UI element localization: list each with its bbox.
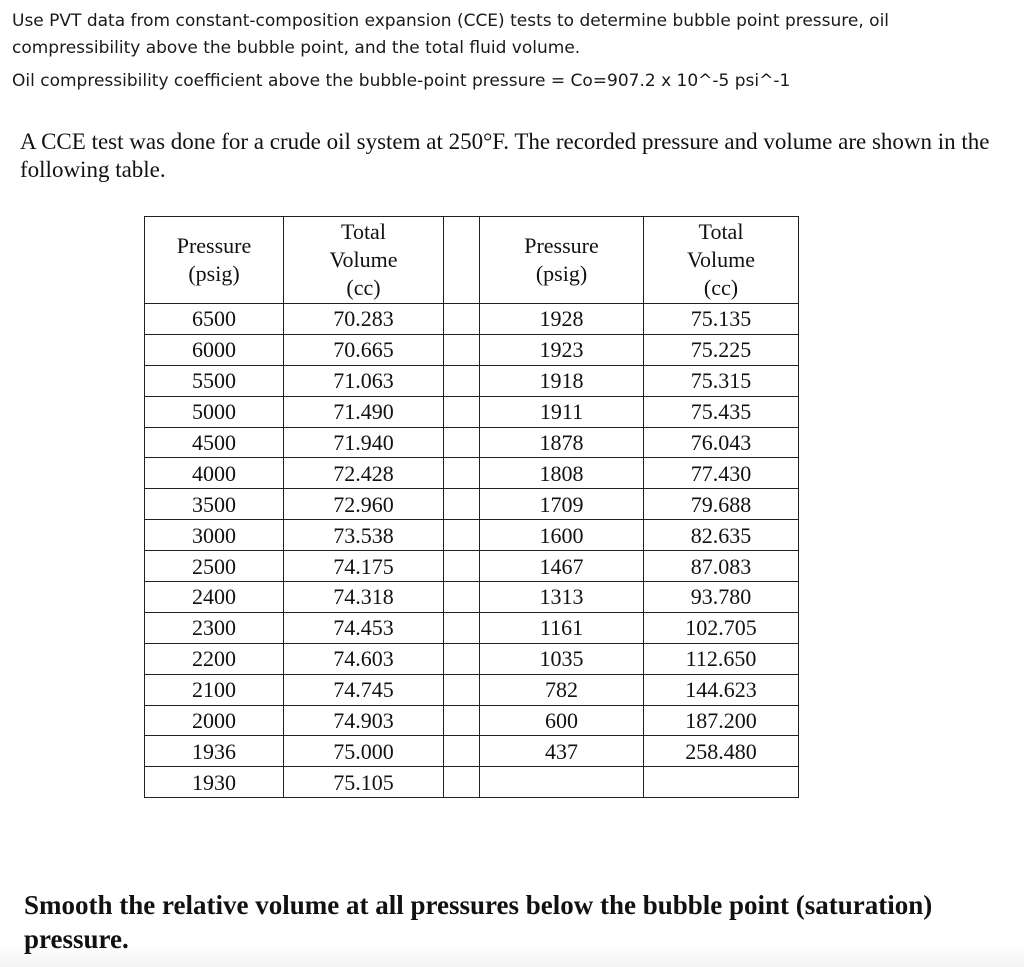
spacer-cell bbox=[444, 705, 480, 736]
volume-cell: 87.083 bbox=[644, 551, 799, 582]
volume-cell: 74.318 bbox=[284, 582, 444, 613]
pressure-cell: 1918 bbox=[480, 365, 644, 396]
volume-cell: 76.043 bbox=[644, 427, 799, 458]
problem-text: A CCE test was done for a crude oil system at 250°F. The recorded pressure and volume are shown in the following table. bbox=[20, 129, 990, 182]
intro-line-2: Oil compressibility coefficient above the bubble-point pressure = Co=907.2 x 10^-5 psi^-1 bbox=[12, 71, 791, 91]
problem-statement bbox=[20, 128, 1000, 184]
volume-cell: 73.538 bbox=[284, 520, 444, 551]
header-pressure-unit: (psig) bbox=[188, 261, 240, 286]
spacer-cell bbox=[444, 427, 480, 458]
pressure-cell: 5500 bbox=[145, 365, 284, 396]
spacer-cell bbox=[444, 334, 480, 365]
pressure-cell: 1923 bbox=[480, 334, 644, 365]
pressure-cell: 600 bbox=[480, 705, 644, 736]
volume-cell: 102.705 bbox=[644, 612, 799, 643]
pressure-cell: 1161 bbox=[480, 612, 644, 643]
volume-cell: 75.135 bbox=[644, 304, 799, 335]
volume-cell: 74.453 bbox=[284, 612, 444, 643]
spacer-cell bbox=[444, 458, 480, 489]
pressure-cell bbox=[480, 767, 644, 798]
volume-cell: 75.435 bbox=[644, 396, 799, 427]
volume-cell: 72.960 bbox=[284, 489, 444, 520]
pressure-cell: 2200 bbox=[145, 643, 284, 674]
intro-section bbox=[12, 8, 1002, 95]
spacer-cell bbox=[444, 365, 480, 396]
pressure-cell: 1928 bbox=[480, 304, 644, 335]
volume-cell: 112.650 bbox=[644, 643, 799, 674]
volume-cell: 70.665 bbox=[284, 334, 444, 365]
header-volume-label-1: Total bbox=[698, 219, 744, 244]
pressure-cell: 1936 bbox=[145, 736, 284, 767]
volume-cell: 77.430 bbox=[644, 458, 799, 489]
header-volume-label-2: Volume bbox=[329, 247, 398, 272]
table-row bbox=[145, 736, 799, 767]
intro-line-1: Use PVT data from constant-composition expansion (CCE) tests to determine bubble point pressure, oil compressibility above the bubble point, and the total fluid volume. bbox=[12, 11, 890, 58]
table-header-row bbox=[145, 217, 799, 304]
pressure-cell: 2100 bbox=[145, 674, 284, 705]
volume-cell: 75.225 bbox=[644, 334, 799, 365]
table-row bbox=[145, 551, 799, 582]
pressure-cell: 6500 bbox=[145, 304, 284, 335]
pressure-cell: 2500 bbox=[145, 551, 284, 582]
spacer-cell bbox=[444, 520, 480, 551]
pressure-cell: 2400 bbox=[145, 582, 284, 613]
table-row bbox=[145, 643, 799, 674]
pressure-cell: 1600 bbox=[480, 520, 644, 551]
table-row bbox=[145, 334, 799, 365]
spacer-cell bbox=[444, 396, 480, 427]
table-row bbox=[145, 674, 799, 705]
header-pressure-label: Pressure bbox=[176, 233, 252, 258]
table-row bbox=[145, 582, 799, 613]
footer-section bbox=[0, 858, 1024, 967]
table-row bbox=[145, 489, 799, 520]
volume-cell: 70.283 bbox=[284, 304, 444, 335]
volume-cell: 82.635 bbox=[644, 520, 799, 551]
spacer-cell bbox=[444, 643, 480, 674]
table-row bbox=[145, 365, 799, 396]
header-volume-left bbox=[284, 217, 444, 304]
header-volume-right bbox=[644, 217, 799, 304]
spacer-cell bbox=[444, 582, 480, 613]
volume-cell: 74.175 bbox=[284, 551, 444, 582]
volume-cell: 75.315 bbox=[644, 365, 799, 396]
pressure-cell: 1878 bbox=[480, 427, 644, 458]
volume-cell: 71.490 bbox=[284, 396, 444, 427]
volume-cell: 72.428 bbox=[284, 458, 444, 489]
pressure-cell: 2000 bbox=[145, 705, 284, 736]
pressure-cell: 1035 bbox=[480, 643, 644, 674]
pressure-cell: 1467 bbox=[480, 551, 644, 582]
pressure-cell: 3500 bbox=[145, 489, 284, 520]
volume-cell bbox=[644, 767, 799, 798]
table-body bbox=[145, 304, 799, 798]
cce-data-table bbox=[144, 216, 799, 798]
spacer-cell bbox=[444, 736, 480, 767]
header-volume-unit: (cc) bbox=[346, 275, 381, 300]
spacer-cell bbox=[444, 612, 480, 643]
header-volume-label-2: Volume bbox=[686, 247, 756, 272]
table-row bbox=[145, 458, 799, 489]
header-pressure-unit: (psig) bbox=[535, 261, 588, 286]
volume-cell: 74.903 bbox=[284, 705, 444, 736]
header-volume-label-1: Total bbox=[341, 219, 386, 244]
pressure-cell: 4500 bbox=[145, 427, 284, 458]
spacer-cell bbox=[444, 551, 480, 582]
pressure-cell: 1313 bbox=[480, 582, 644, 613]
table-row bbox=[145, 304, 799, 335]
header-spacer bbox=[444, 217, 480, 304]
volume-cell: 75.105 bbox=[284, 767, 444, 798]
spacer-cell bbox=[444, 304, 480, 335]
header-pressure-label: Pressure bbox=[524, 233, 599, 258]
spacer-cell bbox=[444, 674, 480, 705]
pressure-cell: 5000 bbox=[145, 396, 284, 427]
volume-cell: 74.603 bbox=[284, 643, 444, 674]
pressure-cell: 1709 bbox=[480, 489, 644, 520]
pressure-cell: 6000 bbox=[145, 334, 284, 365]
pressure-cell: 3000 bbox=[145, 520, 284, 551]
volume-cell: 79.688 bbox=[644, 489, 799, 520]
header-pressure-right bbox=[480, 217, 644, 304]
volume-cell: 144.623 bbox=[644, 674, 799, 705]
volume-cell: 71.063 bbox=[284, 365, 444, 396]
table-row bbox=[145, 427, 799, 458]
spacer-cell bbox=[444, 767, 480, 798]
volume-cell: 74.745 bbox=[284, 674, 444, 705]
header-volume-unit: (cc) bbox=[703, 275, 739, 300]
spacer-cell bbox=[444, 489, 480, 520]
pressure-cell: 4000 bbox=[145, 458, 284, 489]
footer-instruction: Smooth the relative volume at all pressures below the bubble point (saturation) pressure. bbox=[24, 890, 933, 954]
pressure-cell: 1808 bbox=[480, 458, 644, 489]
pressure-cell: 2300 bbox=[145, 612, 284, 643]
volume-cell: 93.780 bbox=[644, 582, 799, 613]
table-row bbox=[145, 767, 799, 798]
table-row bbox=[145, 612, 799, 643]
table-row bbox=[145, 520, 799, 551]
volume-cell: 258.480 bbox=[644, 736, 799, 767]
pressure-cell: 1911 bbox=[480, 396, 644, 427]
pressure-cell: 1930 bbox=[145, 767, 284, 798]
volume-cell: 71.940 bbox=[284, 427, 444, 458]
table-row bbox=[145, 396, 799, 427]
table-row bbox=[145, 705, 799, 736]
pressure-cell: 437 bbox=[480, 736, 644, 767]
header-pressure-left bbox=[145, 217, 284, 304]
volume-cell: 75.000 bbox=[284, 736, 444, 767]
pressure-cell: 782 bbox=[480, 674, 644, 705]
volume-cell: 187.200 bbox=[644, 705, 799, 736]
